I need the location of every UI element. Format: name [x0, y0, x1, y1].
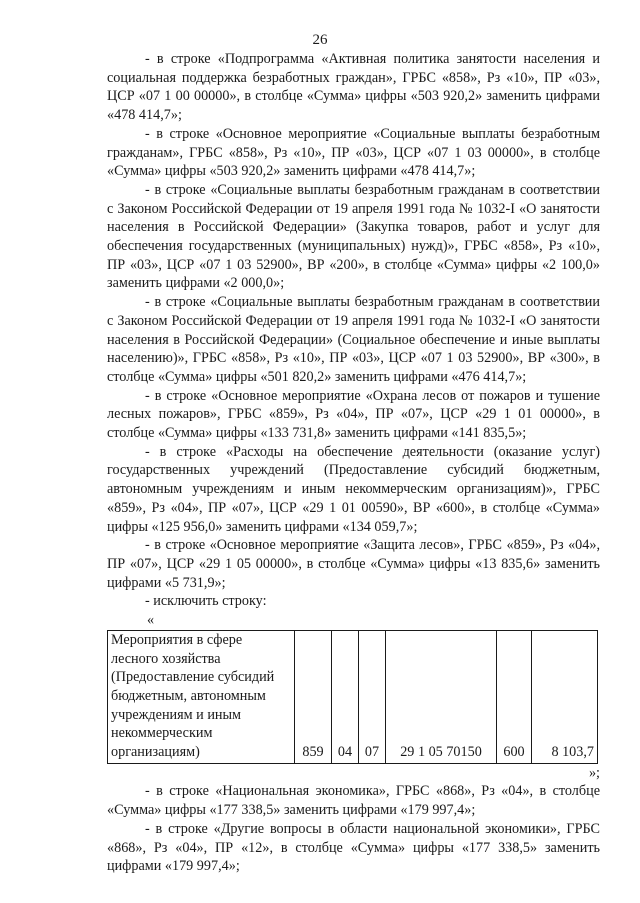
- cell-sum: 8 103,7: [532, 630, 598, 763]
- cell-name: Мероприятия в сфере лесного хозяйства (Предоставление субсидий бюджетным, автономным учреждениям и иным некоммерческим организациям): [108, 630, 295, 763]
- cell-vr: 600: [497, 630, 532, 763]
- amendment-paragraph: - в строке «Социальные выплаты безработным гражданам в соответствии с Законом Российской Федерации от 19 апреля 1991 года № 1032-I «О занятости населения в Российской Федерации» (Закупка товаров, работ и услуг для обеспечения государственных (муниципальных) нужд)», ГРБС «858», Рз «10», ПР «03», ЦСР «07 1 03 52900», ВР «200», в столбце «Сумма» цифры «2 100,0» заменить цифрами «2 000,0»;: [107, 181, 600, 292]
- amendment-paragraph: - в строке «Основное мероприятие «Охрана лесов от пожаров и тушение лесных пожаров», ГРБС «859», Рз «04», ПР «07», ЦСР «29 1 01 00000», в столбце «Сумма» цифры «133 731,8» заменить цифрами «141 835,5»;: [107, 387, 600, 442]
- amendment-paragraph: - в строке «Другие вопросы в области национальной экономики», ГРБС «868», Рз «04», ПР «12», в столбце «Сумма» цифры «177 338,5» заменить цифрами «179 997,4»;: [107, 820, 600, 875]
- amendment-paragraph: - в строке «Основное мероприятие «Социальные выплаты безработным гражданам», ГРБС «858», Рз «10», ПР «03», ЦСР «07 1 03 00000», в столбце «Сумма» цифры «503 920,2» заменить цифрами «478 414,7»;: [107, 125, 600, 180]
- document-body: [107, 50, 600, 876]
- closing-quote: »;: [588, 764, 600, 781]
- table-row: [108, 630, 598, 763]
- cell-rz: 04: [332, 630, 359, 763]
- opening-quote: «: [147, 612, 155, 629]
- amendment-paragraph: - в строке «Расходы на обеспечение деятельности (оказание услуг) государственных учреждений (Предоставление субсидий бюджетным, автономным учреждениям и иным некоммерческим организациям)», ГРБС «859», Рз «04», ПР «07», ЦСР «29 1 01 00590», ВР «600», в столбце «Сумма» цифры «125 956,0» заменить цифрами «134 059,7»;: [107, 443, 600, 535]
- amendment-paragraph: - в строке «Национальная экономика», ГРБС «868», Рз «04», в столбце «Сумма» цифры «177 338,5» заменить цифрами «179 997,4»;: [107, 783, 600, 819]
- amendment-paragraph: - в строке «Основное мероприятие «Защита лесов», ГРБС «859», Рз «04», ПР «07», ЦСР «29 1 05 00000», в столбце «Сумма» цифры «13 835,6» заменить цифрами «5 731,9»;: [107, 537, 600, 591]
- amendment-paragraph: - в строке «Социальные выплаты безработным гражданам в соответствии с Законом Российской Федерации от 19 апреля 1991 года № 1032-I «О занятости населения в Российской Федерации» (Социальное обеспечение и иные выплаты населению)», ГРБС «858», Рз «10», ПР «03», ЦСР «07 1 03 52900», ВР «300», в столбце «Сумма» цифры «501 820,2» заменить цифрами «476 414,7»;: [107, 294, 600, 385]
- cell-grbs: 859: [295, 630, 332, 763]
- amendment-paragraph: - в строке «Подпрограмма «Активная политика занятости населения и социальная поддержка безработных граждан», ГРБС «858», Рз «10», ПР «03», ЦСР «07 1 00 00000», в столбце «Сумма» цифры «503 920,2» заменить цифрами «478 414,7»;: [107, 51, 600, 124]
- exclude-row-instruction: - исключить строку:: [145, 593, 267, 610]
- excluded-row-table: [107, 630, 598, 764]
- cell-csr: 29 1 05 70150: [386, 630, 497, 763]
- page-number: 26: [312, 32, 328, 48]
- cell-pr: 07: [359, 630, 386, 763]
